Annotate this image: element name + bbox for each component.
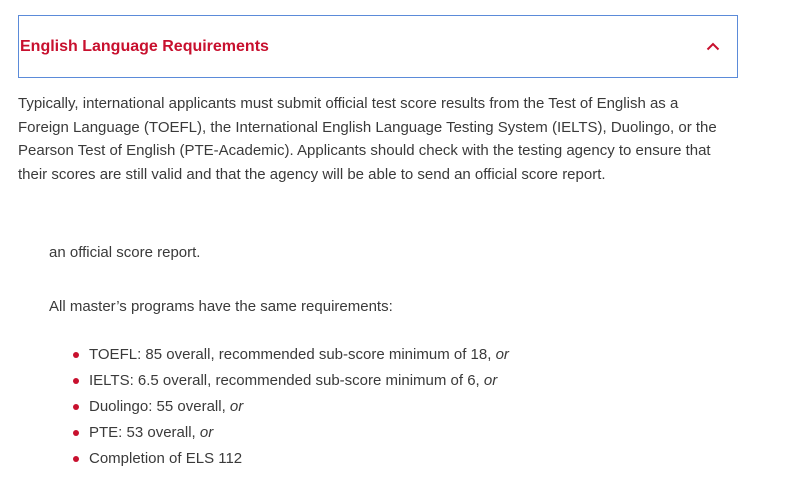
bullet-icon bbox=[73, 378, 79, 384]
accordion-title: English Language Requirements bbox=[20, 37, 269, 55]
bullet-icon bbox=[73, 352, 79, 358]
clipped-duplicate-text: an official score report. bbox=[49, 244, 201, 261]
requirements-intro: All master’s programs have the same requirements: bbox=[49, 298, 393, 315]
list-item: Duolingo: 55 overall, or bbox=[73, 394, 509, 420]
requirements-list bbox=[73, 342, 509, 472]
accordion-header-english-requirements[interactable] bbox=[18, 15, 738, 78]
chevron-up-icon[interactable] bbox=[701, 35, 725, 59]
bullet-icon bbox=[73, 430, 79, 436]
list-item: Completion of ELS 112 bbox=[73, 446, 509, 472]
list-item: PTE: 53 overall, or bbox=[73, 420, 509, 446]
bullet-icon bbox=[73, 456, 79, 462]
accordion-panel-body: Typically, international applicants must submit official test score results from the Test of English as a Foreign Language (TOEFL), the International English Language Testing System (IELTS), Duolingo, or the Pearson Test of English (PTE-Academic). Applicants should check with the testing agency to ensure that their scores are still valid and that the agency will be able to send an official score report. bbox=[18, 95, 717, 183]
list-item: IELTS: 6.5 overall, recommended sub-score minimum of 6, or bbox=[73, 368, 509, 394]
list-item: TOEFL: 85 overall, recommended sub-score minimum of 18, or bbox=[73, 342, 509, 368]
bullet-icon bbox=[73, 404, 79, 410]
